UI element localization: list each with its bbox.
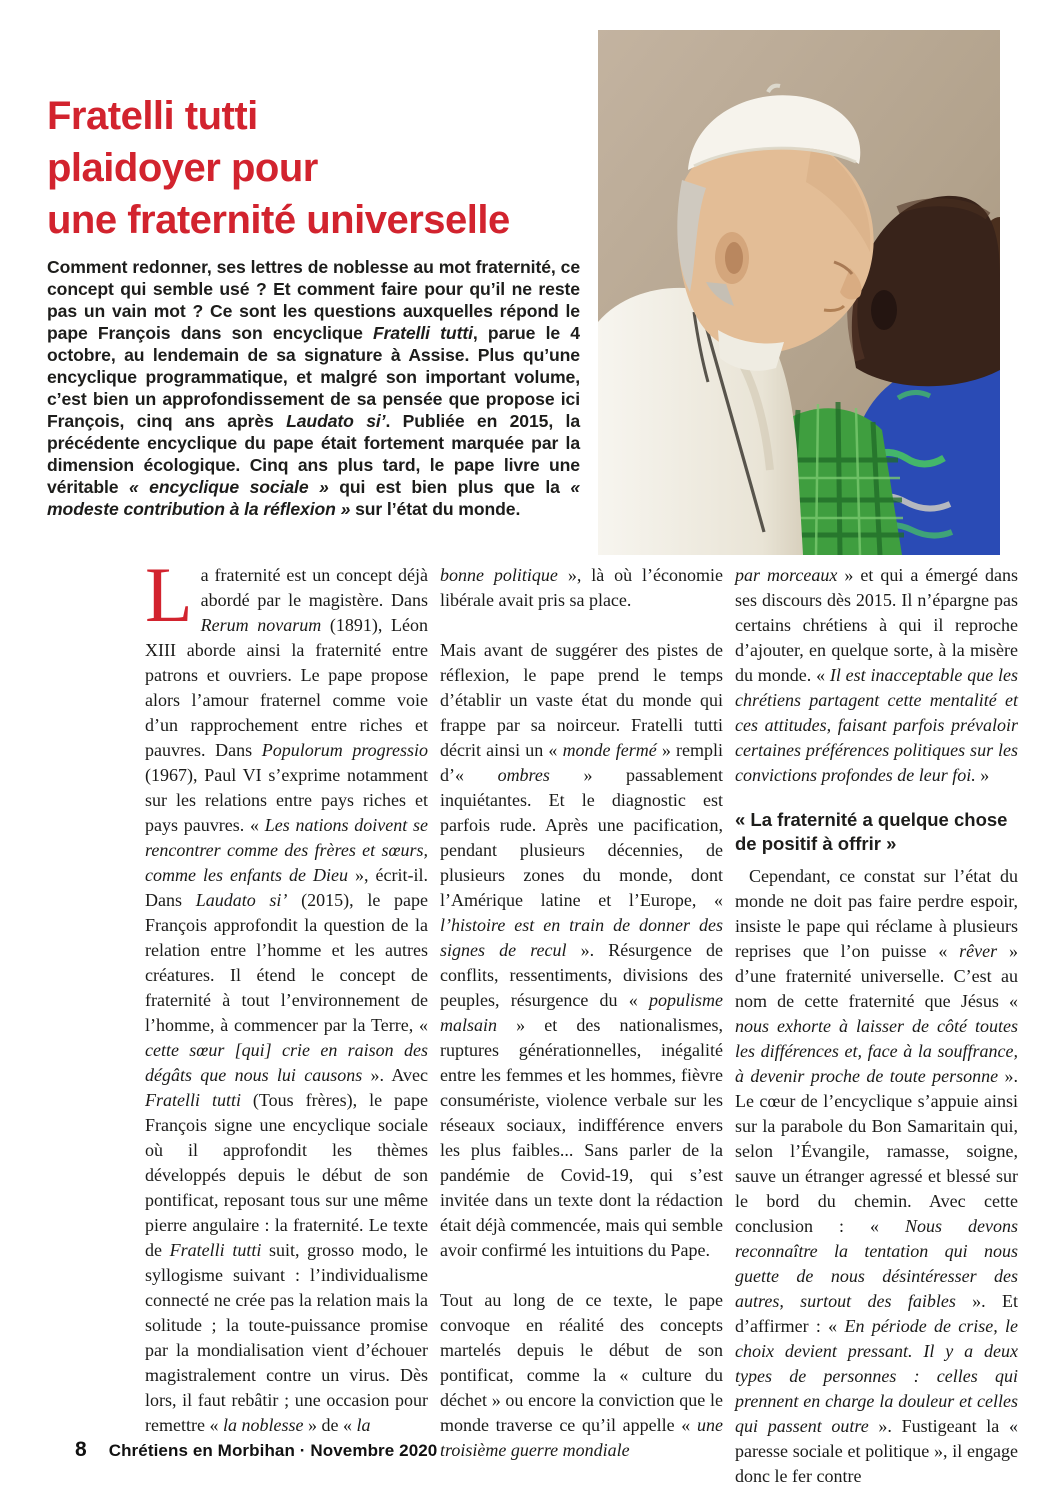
- article-intro: Comment redonner, ses lettres de noblesse au mot fraternité, ce concept qui semble usé ? Et comment faire pour qu’il ne reste pas un vain mot ? Ce sont les questions auxquelles répond le pape François dans son encyclique Fratelli tutti, parue le 4 octobre, au lendemain de sa signature à Assise. Plus qu’une encyclique programmatique, et malgré son important volume, c’est bien un approfondissement de sa pensée que propose ici François, cinq ans après Laudato si’. Publiée en 2015, la précédente encyclique du pape était fortement marquée par la dimension écologique. Cinq ans plus tard, le pape livre une véritable « encyclique sociale » qui est bien plus que la « modeste contribution à la réflexion » sur l’état du monde.: [47, 257, 581, 519]
- article-body: [145, 551, 1019, 1489]
- drop-cap: L: [145, 551, 193, 638]
- pope-francis-embrace-photo: [598, 30, 1000, 555]
- article-title: [47, 90, 592, 246]
- text-column-2: [440, 563, 723, 1489]
- page-number: 8: [75, 1438, 87, 1461]
- paragraph: [145, 551, 428, 1438]
- section-subhead: « La fraternité a quelque chose de positif à offrir »: [735, 809, 1008, 854]
- paragraph: bonne politique », là où l’économie libérale avait pris sa place.: [440, 565, 723, 610]
- paragraph: Cependant, ce constat sur l’état du monde ne doit pas faire perdre espoir, insiste le pape qui réclame à plusieurs reprises que l’on puisse « rêver » d’une fraternité universelle. C’est au nom de cette fraternité que Jésus « nous exhorte à laisser de côté toutes les différences et, face à la souffrance, à devenir proche de toute personne ». Le cœur de l’encyclique s’appuie ainsi sur la parabole du Bon Samaritain qui, selon l’Évangile, ramasse, soigne, sauve un étranger agressé et blessé sur le bord du chemin. Avec cette conclusion : « Nous devons reconnaître la tentation qui nous guette de nous désintéresser des autres, surtout des faibles ». Et d’affirmer : « En période de crise, le choix devient pressant. Il y a deux types de personnes : celles qui prennent en charge la douleur et celles qui passent outre ». Fustigeant la « paresse sociale et politique », il engage donc le fer contre: [735, 866, 1019, 1486]
- text-column-3: [735, 563, 1018, 1489]
- article-title-line-1: Fratelli tutti: [47, 94, 258, 138]
- article-title-line-3: une fraternité universelle: [47, 198, 510, 242]
- photo-illustration: [598, 30, 1000, 555]
- paragraph: Tout au long de ce texte, le pape convoque en réalité des concepts martelés depuis le début de son pontificat, comme la « culture du déchet » ou encore la conviction que le monde traverse ce qu’il appelle « une troisième guerre mondiale: [440, 1290, 723, 1460]
- paragraph: par morceaux » et qui a émergé dans ses discours dès 2015. Il n’épargne pas certains chrétiens à qui il reproche d’ajouter, en quelque sorte, à la misère du monde. « Il est inacceptable que les chrétiens partagent cette mentalité et ces attitudes, faisant parfois prévaloir certaines préférences politiques sur les convictions profondes de leur foi. »: [735, 565, 1018, 785]
- text-column-1: [145, 551, 428, 1489]
- paragraph: Mais avant de suggérer des pistes de réflexion, le pape prend le temps d’établir un vaste état du monde qui frappe par sa noirceur. Fratelli tutti décrit ainsi un « monde fermé » rempli d’« ombres » passablement inquiétantes. Et le diagnostic est parfois rude. Après une pacification, pendant plusieurs décennies, de plusieurs zones du monde, dont l’Amérique latine et l’Europe, « l’histoire est en train de donner des signes de recul ». Résurgence de conflits, ressentiments, divisions des peuples, résurgence du « populisme malsain » et des nationalismes, ruptures générationnelles, inégalité entre les femmes et les hommes, fièvre consumériste, violence verbale sur les réseaux sociaux, indifférence envers les plus faibles... Sans parler de la pandémie de Covid-19, qui s’est invitée dans un texte dont la rédaction était déjà commencée, mais qui semble avoir confirmé les intuitions du Pape.: [440, 640, 723, 1260]
- paragraph-text: a fraternité est un concept déjà abordé par le magistère. Dans Rerum novarum (1891), Léon XIII aborde ainsi la fraternité entre patrons et ouvriers. Le pape propose alors l’amour fraternel comme voie d’un rapprochement entre riches et pauvres. Dans Populorum progressio (1967), Paul VI s’exprime notamment sur les relations entre pays riches et pays pauvres. « Les nations doivent se rencontrer comme des frères et sœurs, comme les enfants de Dieu », écrit-il. Dans Laudato si’ (2015), le pape François approfondit la question de la relation entre l’homme et les autres créatures. Il étend le concept de fraternité à tout l’environnement de l’homme, à commencer par la Terre, « cette sœur [qui] crie en raison des dégâts que nous lui causons ». Avec Fratelli tutti (Tous frères), le pape François signe une encyclique sociale où il approfondit les thèmes développés depuis le début de son pontificat, reposant tous sur une même pierre angulaire : la fraternité. Le texte de Fratelli tutti suit, grosso modo, le syllogisme suivant : l’individualisme connecté ne crée pas la relation mais la solitude ; la toute-puissance promise par la mondialisation vient d’échouer magistralement contre un virus. Dès lors, il faut rebâtir ; une occasion pour remettre « la noblesse » de « la: [145, 565, 428, 1435]
- article-title-line-2: plaidoyer pour: [47, 146, 318, 190]
- page-footer: [75, 1438, 437, 1462]
- publication-info: Chrétiens en Morbihan · Novembre 2020: [108, 1441, 438, 1460]
